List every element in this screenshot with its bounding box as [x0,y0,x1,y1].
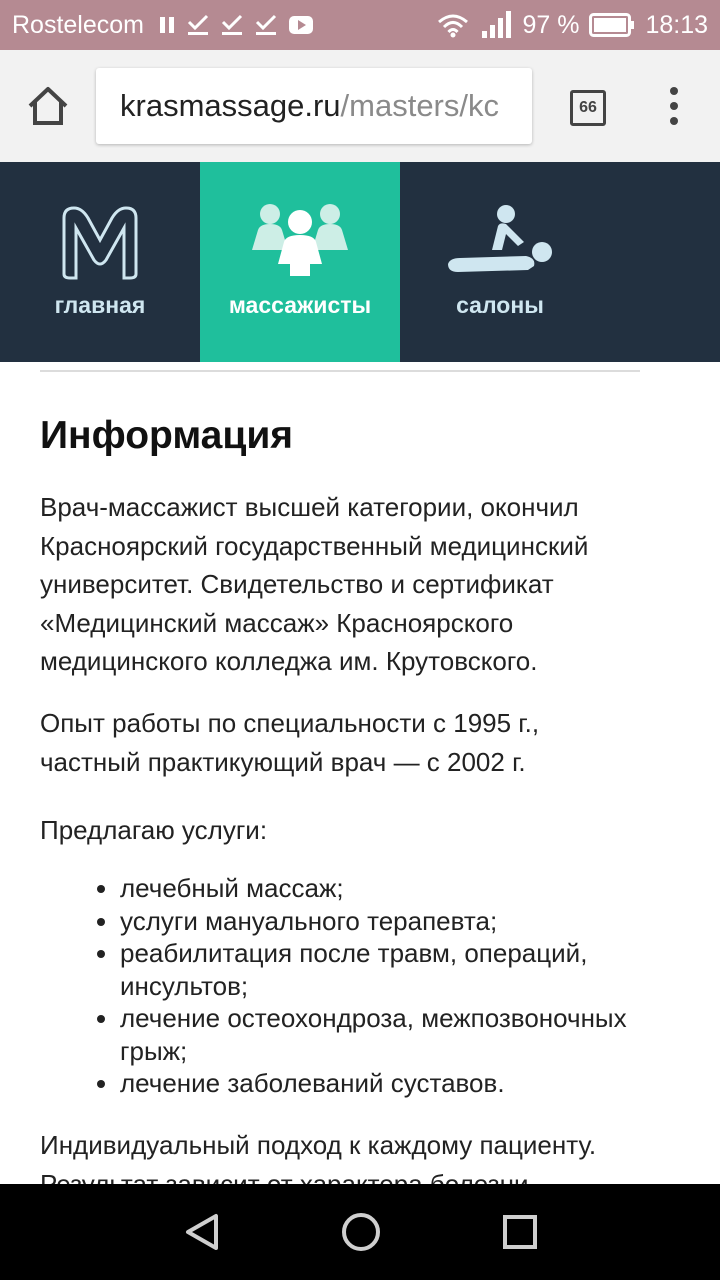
text-line: частный практикующий врач — с 2002 г. [40,746,526,777]
text-line: университет. Свидетельство и сертификат [40,569,554,599]
experience-paragraph [40,704,680,781]
services-intro: Предлагаю услуги: [40,815,268,845]
nav-item-home[interactable] [0,162,200,362]
list-item: • услуги мануального терапевта; [120,905,690,938]
nav-label-home: главная [54,292,146,318]
list-item: • лечебный массаж; [120,872,690,905]
battery-icon [589,13,635,37]
nav-item-salons[interactable] [400,162,600,362]
wifi-icon [436,12,470,38]
browser-toolbar [0,50,720,162]
massage-icon [444,202,556,278]
clock: 18:13 [645,10,708,39]
overflow-menu-icon[interactable] [664,86,684,126]
text-line: Индивидуальный подход к каждому пациенту. [40,1130,597,1160]
carrier-name: Rostelecom [12,10,144,39]
notification-icons [158,14,314,36]
home-circle-icon[interactable] [340,1211,382,1253]
address-bar[interactable] [96,68,532,144]
list-item: • лечение остеохондроза, межпозвоночных грыж; [120,1002,690,1067]
youtube-icon [288,15,314,35]
education-paragraph [40,488,680,681]
pause-icon [158,15,176,35]
download-done-icon [186,14,210,36]
list-item: • реабилитация после травм, операций, инсультов; [120,937,690,1002]
system-navigation-bar [0,1184,720,1280]
nav-item-masseurs[interactable] [200,162,400,362]
url-domain: krasmassage.ru [120,88,341,123]
signal-icon [480,11,512,39]
url-path: /masters/kc [340,88,499,123]
nav-label-masseurs: массажисты [228,292,372,318]
text-line: медицинского колледжа им. Крутовского. [40,646,538,676]
url-text[interactable] [120,88,499,124]
text-line: Врач-массажист высшей категории, окончил [40,492,579,522]
text-line: «Медицинский массаж» Красноярского [40,607,514,638]
download-done-icon [254,14,278,36]
battery-percent: 97 % [522,10,580,39]
status-bar [0,0,720,50]
text-line: Опыт работы по специальности с 1995 г., [40,708,540,738]
site-navigation [0,162,720,362]
nav-label-salons: салоны [456,292,544,318]
list-item: • лечение заболеваний суставов. [120,1067,690,1100]
divider [40,370,640,372]
text-line: Красноярский государственный медицинский [40,530,589,561]
back-icon[interactable] [182,1212,222,1252]
section-heading: Информация [40,414,294,457]
tab-switcher-button[interactable]: 66 [570,90,606,126]
download-done-icon [220,14,244,36]
people-icon [246,200,354,276]
m-logo-icon [58,204,142,280]
services-list [40,872,690,1100]
home-icon[interactable] [26,84,70,128]
recent-apps-icon[interactable] [502,1214,538,1250]
